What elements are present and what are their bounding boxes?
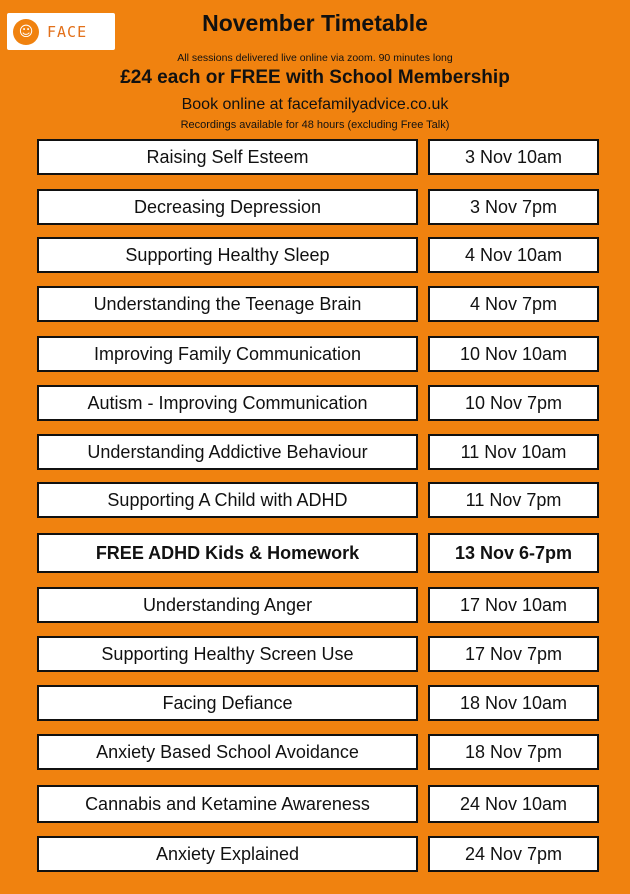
- session-info: All sessions delivered live online via zoom. 90 minutes long: [177, 52, 453, 64]
- page-title: November Timetable: [202, 10, 428, 36]
- session-title: Supporting Healthy Sleep: [37, 237, 418, 273]
- session-row: [0, 139, 630, 175]
- session-row: [0, 734, 630, 770]
- session-date: 17 Nov 7pm: [428, 636, 599, 672]
- session-title: Facing Defiance: [37, 685, 418, 721]
- session-row: [0, 785, 630, 823]
- logo-text: FACE: [47, 22, 88, 41]
- session-date: 11 Nov 7pm: [428, 482, 599, 518]
- session-row: [0, 434, 630, 470]
- session-date: 4 Nov 10am: [428, 237, 599, 273]
- session-title: Supporting Healthy Screen Use: [37, 636, 418, 672]
- session-title: Autism - Improving Communication: [37, 385, 418, 421]
- session-date: 13 Nov 6-7pm: [428, 533, 599, 573]
- session-date: 18 Nov 10am: [428, 685, 599, 721]
- session-row: [0, 286, 630, 322]
- session-row: [0, 533, 630, 573]
- smile-icon: ☺: [13, 19, 39, 45]
- session-date: 3 Nov 7pm: [428, 189, 599, 225]
- session-title: Understanding Anger: [37, 587, 418, 623]
- session-date: 3 Nov 10am: [428, 139, 599, 175]
- session-row: [0, 636, 630, 672]
- session-row: [0, 587, 630, 623]
- recordings-info: Recordings available for 48 hours (excluding Free Talk): [180, 119, 450, 131]
- price-info: £24 each or FREE with School Membership: [120, 67, 510, 88]
- session-title: Improving Family Communication: [37, 336, 418, 372]
- session-title: FREE ADHD Kids & Homework: [37, 533, 418, 573]
- session-date: 11 Nov 10am: [428, 434, 599, 470]
- session-date: 18 Nov 7pm: [428, 734, 599, 770]
- booking-info: Book online at facefamilyadvice.co.uk: [181, 96, 449, 113]
- session-date: 24 Nov 7pm: [428, 836, 599, 872]
- session-row: [0, 385, 630, 421]
- session-date: 10 Nov 7pm: [428, 385, 599, 421]
- session-title: Raising Self Esteem: [37, 139, 418, 175]
- session-title: Cannabis and Ketamine Awareness: [37, 785, 418, 823]
- session-row: [0, 836, 630, 872]
- session-date: 10 Nov 10am: [428, 336, 599, 372]
- session-title: Decreasing Depression: [37, 189, 418, 225]
- session-title: Supporting A Child with ADHD: [37, 482, 418, 518]
- session-title: Anxiety Explained: [37, 836, 418, 872]
- session-row: [0, 189, 630, 225]
- session-row: [0, 685, 630, 721]
- session-title: Understanding the Teenage Brain: [37, 286, 418, 322]
- session-date: 17 Nov 10am: [428, 587, 599, 623]
- session-row: [0, 336, 630, 372]
- session-row: [0, 482, 630, 518]
- session-row: [0, 237, 630, 273]
- session-title: Anxiety Based School Avoidance: [37, 734, 418, 770]
- session-title: Understanding Addictive Behaviour: [37, 434, 418, 470]
- session-date: 24 Nov 10am: [428, 785, 599, 823]
- session-date: 4 Nov 7pm: [428, 286, 599, 322]
